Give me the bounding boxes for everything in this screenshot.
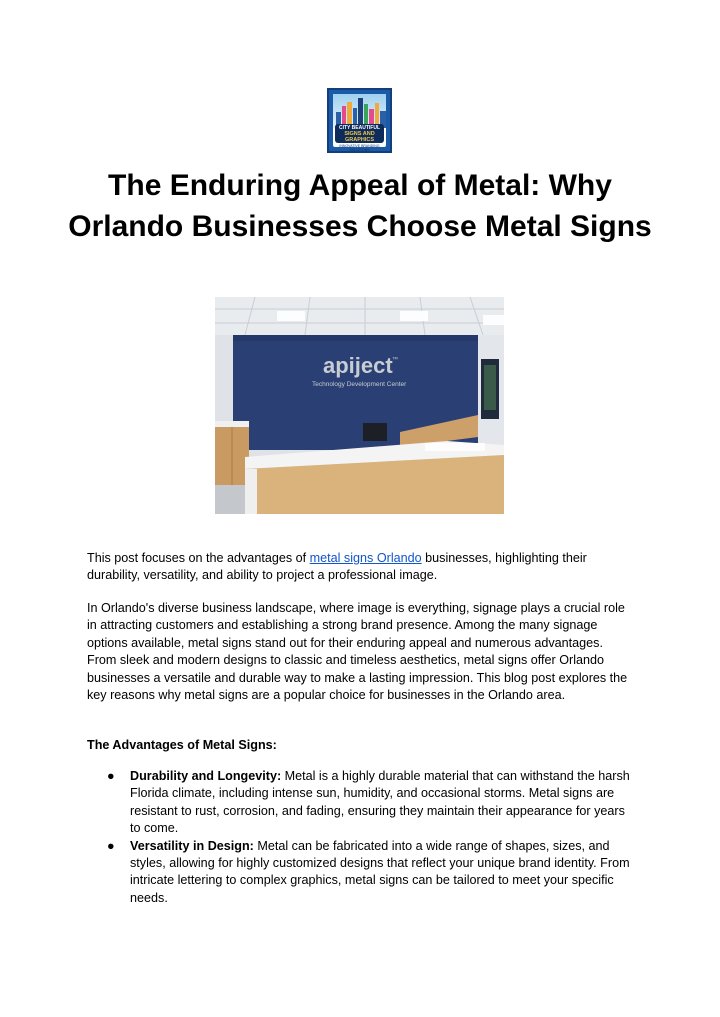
metal-signs-orlando-link[interactable]: metal signs Orlando [309, 551, 422, 565]
list-item [87, 768, 635, 838]
bullet-term: Durability and Longevity: [130, 769, 282, 783]
bullet-text: Metal can be fabricated into a wide range of shapes, sizes, and styles, allowing for highly customized designs that reflect your unique brand identity. From intricate lettering to complex graphics, metal signs can be tailored to meet your specific needs. [130, 838, 630, 905]
logo-badge [333, 94, 386, 152]
logo-tagline: INNOVATIVE BRANDING SOLUTIONS [339, 144, 380, 152]
intro-text-after: businesses, highlighting their durability, versatility, and ability to project a professional image. [87, 551, 587, 583]
bullet-icon: ● [107, 769, 115, 783]
logo-line1: CITY BEAUTIFUL [338, 125, 381, 131]
bullet-term: Versatility in Design: [130, 838, 254, 853]
page-title: The Enduring Appeal of Metal: Why Orlando Businesses Choose Metal Signs [68, 169, 652, 243]
logo-line2: SIGNS AND GRAPHICS [344, 131, 375, 143]
wall-sign-brand: apiject [323, 353, 393, 378]
body-paragraph: In Orlando's diverse business landscape, where image is everything, signage plays a crucial role in attracting customers and establishing a strong brand presence. Among the many signage options available, metal signs stand out for their enduring appeal and numerous advantages. From sleek and modern designs to classic and timeless aesthetics, metal signs offer Orlando businesses a versatile and durable way to make a lasting impression. This blog post explores the key reasons why metal signs are a popular choice for businesses in the Orlando area. [87, 601, 628, 703]
reception-scene [215, 297, 504, 514]
logo-banner [335, 124, 384, 143]
company-logo [327, 88, 392, 153]
office-reception-photo [215, 297, 504, 514]
city-skyline-icon [333, 94, 390, 128]
intro-text-before: This post focuses on the advantages of [87, 551, 310, 565]
wall-sign-subtitle: Technology Development Center [312, 381, 407, 388]
bullet-text: Metal is a highly durable material that can withstand the harsh Florida climate, including intense sun, humidity, and occasional storms. Metal signs are resistant to rust, corrosion, and fading, ensuring they maintain their appearance for years to come. [130, 769, 630, 836]
wall-sign-tm: ™ [392, 357, 398, 363]
section-heading: The Advantages of Metal Signs: [87, 738, 277, 752]
intro-paragraph [87, 550, 635, 585]
bullet-icon: ● [107, 838, 115, 853]
advantages-list [87, 768, 635, 907]
list-item [87, 838, 635, 908]
